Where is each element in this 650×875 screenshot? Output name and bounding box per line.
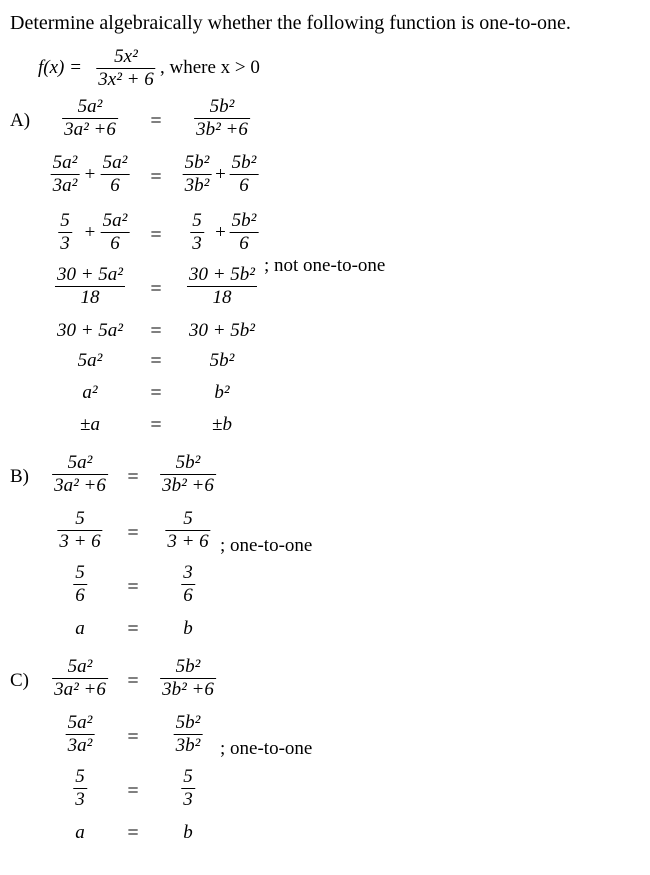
split-fraction-denominator: 6 [230,174,259,197]
right-fraction [194,96,250,141]
right-fraction [160,656,216,701]
split-fraction-numerator: 5a² [52,152,78,173]
equals-sign: = [150,350,162,372]
right-fraction-numerator: 5b² [209,96,235,117]
conclusion-text: ; one-to-one [220,535,313,556]
equals-sign: = [127,726,139,748]
left-fraction-denominator: 3a² [67,735,93,756]
plus-sign: + [84,164,96,185]
left-fraction [73,766,87,811]
conclusion-text: ; not one-to-one [264,255,386,276]
split-fraction-numerator: 5 [60,210,70,231]
right-fraction [160,452,216,497]
function-denominator: 3x² + 6 [98,69,154,90]
right-fraction-numerator: 5 [183,766,193,787]
left-fraction-denominator: 3 [75,789,85,810]
right-fraction-denominator: 18 [187,286,257,309]
left-fraction-denominator: 3 + 6 [59,531,101,552]
right-fraction-denominator: 3 [183,789,193,810]
split-fraction [101,210,130,255]
right-fraction [181,766,195,811]
split-fraction [58,210,72,255]
left-expression: 30 + 5a² [56,320,124,341]
left-fraction-numerator: 30 + 5a² [56,264,124,285]
split-fraction [230,210,259,255]
split-fraction [183,152,212,197]
left-fraction [52,656,108,701]
split-fraction-numerator: 5b² [231,152,257,173]
left-fraction [55,264,125,309]
left-fraction-denominator: 3a² +6 [54,475,106,496]
right-fraction-numerator: 5b² [175,656,201,677]
right-fraction [187,264,257,309]
question-text: Determine algebraically whether the following function is one-to-one. [10,12,571,34]
left-fraction-denominator: 3a² +6 [54,679,106,700]
plus-sign: + [215,222,226,243]
equals-sign: = [150,278,162,300]
split-fraction-denominator: 3 [60,233,70,254]
right-expression: b [183,618,193,639]
right-fraction [181,562,195,607]
option-label: A) [10,110,31,131]
right-fraction [174,712,203,757]
left-expression: 5a² [77,350,103,371]
left-fraction [52,452,108,497]
right-fraction-denominator: 6 [183,585,193,606]
equals-sign: = [127,670,139,692]
split-fraction-numerator: 5b² [231,210,257,231]
left-expression: a [75,618,85,639]
left-fraction-denominator: 3a² +6 [64,119,116,140]
right-fraction-denominator: 3b² +6 [162,475,214,496]
left-fraction-numerator: 5a² [67,452,93,473]
left-expression: a [75,822,85,843]
left-expression: a² [82,382,98,403]
equals-sign: = [127,822,139,844]
equals-sign: = [150,320,162,342]
split-fraction-numerator: 5 [192,210,202,231]
right-fraction-numerator: 30 + 5b² [188,264,256,285]
split-fraction [230,152,259,197]
right-fraction-denominator: 3b² +6 [162,679,214,700]
equals-sign: = [150,382,162,404]
equals-sign: = [150,110,162,132]
equals-sign: = [127,576,139,598]
equals-sign: = [150,414,162,436]
left-fraction-numerator: 5 [75,508,85,529]
right-expression: b [183,822,193,843]
left-fraction-numerator: 5a² [67,656,93,677]
split-fraction [51,152,80,197]
left-fraction [66,712,95,757]
equals-sign: = [150,166,162,188]
function-fraction [96,46,155,91]
right-expression: 30 + 5b² [188,320,256,341]
right-fraction [165,508,210,553]
split-fraction-denominator: 6 [101,232,130,255]
right-fraction-numerator: 5b² [175,712,201,733]
split-fraction [190,210,204,255]
right-fraction-denominator: 3b² [175,735,201,756]
function-condition: , where x > 0 [160,57,260,78]
left-fraction-denominator: 6 [75,585,85,606]
right-expression: 5b² [209,350,235,371]
right-fraction-numerator: 3 [183,562,193,583]
equals-sign: = [127,780,139,802]
equals-sign: = [150,224,162,246]
left-fraction-numerator: 5a² [77,96,103,117]
left-expression: ±a [80,414,100,435]
right-expression: ±b [212,414,232,435]
function-lhs: f(x) = [38,57,82,78]
right-fraction-denominator: 3 + 6 [167,531,209,552]
left-fraction-numerator: 5 [75,562,85,583]
option-label: B) [10,466,29,487]
left-fraction [57,508,102,553]
left-fraction-denominator: 18 [55,286,125,309]
equals-sign: = [127,618,139,640]
split-fraction-denominator: 3b² [184,175,210,196]
right-expression: b² [214,382,230,403]
split-fraction-denominator: 6 [101,174,130,197]
right-fraction-numerator: 5b² [175,452,201,473]
left-fraction [73,562,87,607]
equals-sign: = [127,522,139,544]
split-fraction-numerator: 5a² [102,152,128,173]
split-fraction [101,152,130,197]
left-fraction [62,96,118,141]
split-fraction-denominator: 3 [192,233,202,254]
plus-sign: + [215,164,226,185]
conclusion-text: ; one-to-one [220,738,313,759]
equals-sign: = [127,466,139,488]
split-fraction-denominator: 3a² [52,175,78,196]
option-label: C) [10,670,29,691]
left-fraction-numerator: 5 [75,766,85,787]
split-fraction-numerator: 5a² [102,210,128,231]
left-fraction-numerator: 5a² [67,712,93,733]
split-fraction-numerator: 5b² [184,152,210,173]
plus-sign: + [84,222,96,243]
right-fraction-numerator: 5 [183,508,193,529]
split-fraction-denominator: 6 [230,232,259,255]
function-numerator: 5x² [114,46,138,67]
right-fraction-denominator: 3b² +6 [196,119,248,140]
